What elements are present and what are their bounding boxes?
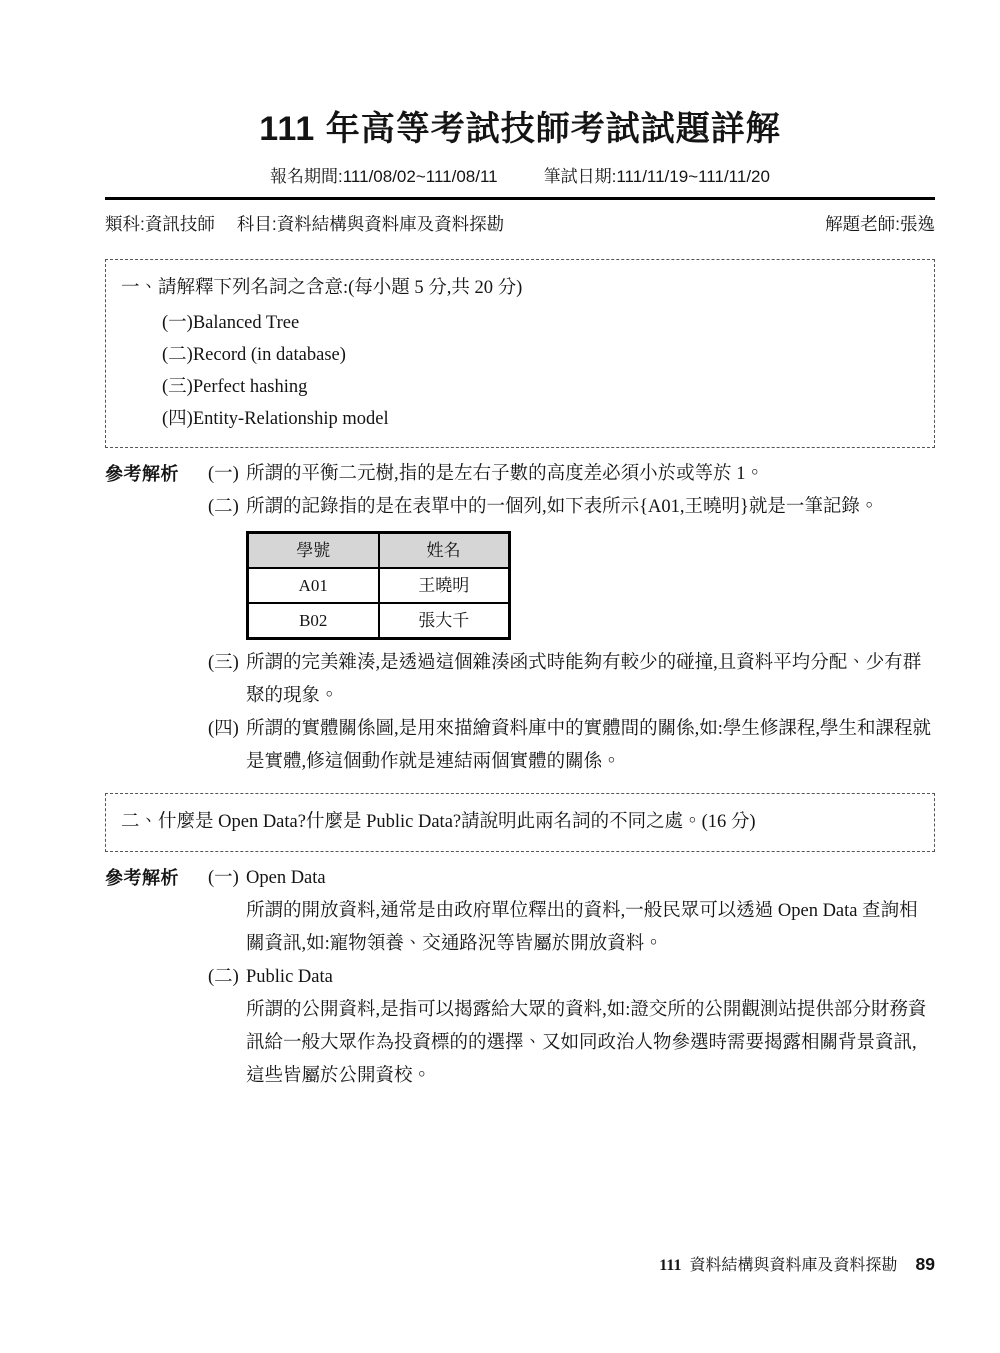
table-cell: A01 [248,568,379,603]
item-marker: (一) [208,464,239,484]
footer-year: 111 [659,1257,682,1274]
question1-item: (一)Balanced Tree [162,313,300,333]
solution1-item4 [208,713,935,779]
item-marker: (四) [208,719,239,739]
question2-prompt: 二、什麼是 Open Data?什麼是 Public Data?請說明此兩名詞的不同之處。(16 分) [121,812,756,832]
written-exam-date: 筆試日期:111/11/19~111/11/20 [543,167,770,186]
page-footer [659,1253,935,1277]
record-example-table [246,531,511,640]
item-marker: (一) [208,868,239,888]
table-row [248,568,510,603]
question1-box [105,259,935,448]
solution1-label: 參考解析 [105,464,179,484]
exam-dates-row [105,166,935,188]
item-title: Open Data [246,868,326,888]
solution1-block [105,458,935,779]
item-text: 所謂的完美雜湊,是透過這個雜湊函式時能夠有較少的碰撞,且資料平均分配、少有群聚的現象。 [246,653,922,706]
solution2-content [208,862,935,1093]
footer-subject: 資料結構與資料庫及資料探勘 [689,1257,898,1274]
solution2-label: 參考解析 [105,868,179,888]
solution2-item1-paragraph: 所謂的開放資料,通常是由政府單位釋出的資料,一般民眾可以透過 Open Data 查詢相關資訊,如:寵物領養、交通路況等皆屬於開放資料。 [246,901,918,954]
registration-period: 報名期間:111/08/02~111/08/11 [270,167,498,186]
question1-prompt: 一、請解釋下列名詞之含意:(每小題 5 分,共 20 分) [121,278,523,298]
solution2-item1-title [208,862,935,895]
question1-item: (四)Entity-Relationship model [162,409,389,429]
item-text: 所謂的記錄指的是在表單中的一個列,如下表所示{A01,王曉明}就是一筆記錄。 [246,497,879,517]
table-cell: 張大千 [379,603,510,639]
question1-items [162,307,920,435]
solution2-item2-paragraph: 所謂的公開資料,是指可以揭露給大眾的資料,如:證交所的公開觀測站提供部分財務資訊給一般大眾作為投資標的的選擇、又如同政治人物參選時需要揭露相關背景資訊,這些皆屬於公開資校。 [246,1000,927,1086]
solution1-item1 [208,458,935,491]
solution2-item2-title [208,961,935,994]
exam-subject: 科目:資料結構與資料庫及資料探勘 [236,214,505,234]
solution2-block [105,862,935,1093]
meta-left [105,213,504,236]
item-marker: (二) [208,967,239,987]
table-header-row [248,533,510,569]
item-title: Public Data [246,967,333,987]
header-divider [105,197,935,200]
page-content [105,0,935,1093]
item-marker: (三) [208,653,239,673]
solution1-item2 [208,491,935,524]
item-text: 所謂的實體關係圖,是用來描繪資料庫中的實體間的關係,如:學生修課程,學生和課程就是實體,修這個動作就是連結兩個實體的關係。 [246,719,932,772]
table-header-cell: 學號 [248,533,379,569]
table-header-cell: 姓名 [379,533,510,569]
solution1-item3 [208,647,935,713]
table-row [248,603,510,639]
table-cell: 王曉明 [379,568,510,603]
exam-category: 類科:資訊技師 [105,214,215,234]
question1-item: (二)Record (in database) [162,345,346,365]
instructor: 解題老師:張逸 [825,214,935,234]
meta-row [105,213,935,236]
item-text: 所謂的平衡二元樹,指的是左右子數的高度差必須小於或等於 1。 [246,464,765,484]
question1-item: (三)Perfect hashing [162,377,308,397]
table-cell: B02 [248,603,379,639]
question2-box [105,793,935,852]
item-marker: (二) [208,497,239,517]
page-title: 111 年高等考試技師考試試題詳解 [259,110,781,148]
solution1-content [208,458,935,779]
footer-page-number: 89 [915,1254,935,1274]
